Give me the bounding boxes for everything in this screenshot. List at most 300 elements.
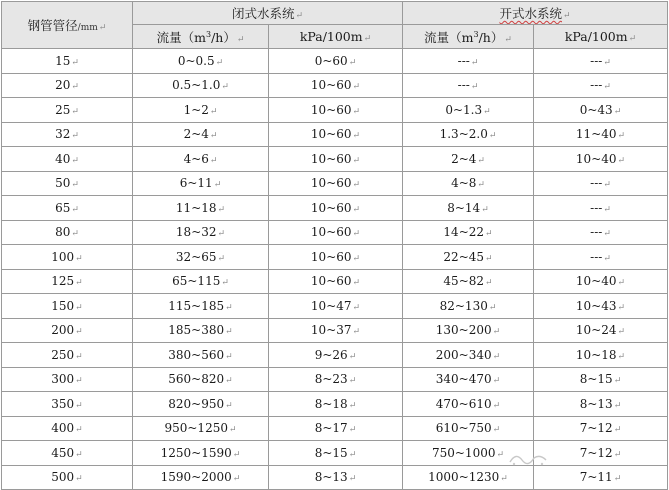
cell-closed-pressure-value: 8~23 <box>314 372 348 387</box>
cell-closed-flow <box>133 465 269 490</box>
cell-closed-pressure <box>269 98 403 123</box>
cell-diameter <box>2 147 133 172</box>
paragraph-mark-icon: ↵ <box>75 449 83 460</box>
cell-diameter <box>2 269 133 294</box>
cell-open-pressure-value: 8~13 <box>579 396 613 411</box>
cell-diameter <box>2 441 133 466</box>
cell-open-flow <box>403 147 534 172</box>
paragraph-mark-icon: ↵ <box>613 400 622 411</box>
cell-closed-pressure-value: 10~60 <box>310 102 352 117</box>
cell-open-pressure <box>534 73 668 98</box>
paragraph-mark-icon: ↵ <box>71 155 79 166</box>
cell-open-pressure <box>534 147 668 172</box>
paragraph-mark-icon: ↵ <box>71 131 79 142</box>
table-row <box>2 73 668 98</box>
cell-closed-pressure <box>269 220 403 245</box>
paragraph-mark-icon: ↵ <box>603 82 611 93</box>
cell-closed-pressure-value: 10~60 <box>310 78 352 93</box>
cell-open-pressure <box>534 171 668 196</box>
cell-diameter <box>2 171 133 196</box>
cell-open-flow <box>403 196 534 221</box>
cell-diameter-value: 350 <box>51 396 75 411</box>
paragraph-mark-icon: ↵ <box>363 34 372 44</box>
cell-open-pressure <box>534 465 668 490</box>
paragraph-mark-icon: ↵ <box>603 253 611 264</box>
paragraph-mark-icon: ↵ <box>232 449 241 460</box>
cell-closed-pressure-value: 9~26 <box>314 347 348 362</box>
header-open-system <box>403 2 668 25</box>
cell-open-pressure <box>534 98 668 123</box>
cell-closed-pressure <box>269 367 403 392</box>
cell-diameter-value: 25 <box>55 102 71 117</box>
cell-closed-flow-value: 950~1250 <box>164 421 228 436</box>
cell-diameter-value: 400 <box>51 421 75 436</box>
cell-open-pressure <box>534 196 668 221</box>
cell-diameter-value: 150 <box>51 298 75 313</box>
header-closed-pressure <box>269 25 403 49</box>
cell-diameter-value: 80 <box>55 225 71 240</box>
paragraph-mark-icon: ↵ <box>352 327 361 338</box>
cell-diameter-value: 32 <box>55 127 71 142</box>
cell-diameter-value: 200 <box>51 323 75 338</box>
cell-open-flow <box>403 367 534 392</box>
paragraph-mark-icon: ↵ <box>75 253 83 264</box>
cell-diameter-value: 450 <box>51 445 75 460</box>
paragraph-mark-icon: ↵ <box>75 425 83 436</box>
paragraph-mark-icon: ↵ <box>603 57 611 68</box>
cell-closed-flow-value: 32~65 <box>175 249 217 264</box>
paragraph-mark-icon: ↵ <box>485 278 493 289</box>
cell-open-flow <box>403 465 534 490</box>
header-open-pressure <box>534 25 668 49</box>
cell-closed-pressure <box>269 465 403 490</box>
cell-open-pressure-value: 8~15 <box>579 372 613 387</box>
cell-closed-pressure <box>269 196 403 221</box>
paragraph-mark-icon: ↵ <box>295 11 304 21</box>
cell-closed-pressure <box>269 171 403 196</box>
header-closed-system <box>133 2 403 25</box>
cell-open-flow <box>403 269 534 294</box>
paragraph-mark-icon: ↵ <box>492 400 501 411</box>
cell-open-pressure <box>534 269 668 294</box>
cell-open-pressure <box>534 122 668 147</box>
header-diameter <box>2 2 133 49</box>
cell-closed-pressure-value: 10~60 <box>310 225 352 240</box>
paragraph-mark-icon: ↵ <box>613 449 622 460</box>
cell-open-pressure-value: 10~40 <box>575 151 617 166</box>
table-row <box>2 98 668 123</box>
paragraph-mark-icon: ↵ <box>488 302 497 313</box>
cell-open-flow <box>403 318 534 343</box>
cell-diameter <box>2 294 133 319</box>
paragraph-mark-icon: ↵ <box>209 131 218 142</box>
cell-closed-flow <box>133 122 269 147</box>
paragraph-mark-icon: ↵ <box>617 302 626 313</box>
cell-closed-flow-value: 18~32 <box>175 225 217 240</box>
cell-diameter <box>2 220 133 245</box>
pipe-flow-table <box>1 1 668 490</box>
paragraph-mark-icon: ↵ <box>348 57 357 68</box>
cell-open-pressure <box>534 318 668 343</box>
cell-open-pressure-value: --- <box>590 53 603 68</box>
cell-diameter <box>2 196 133 221</box>
cell-diameter <box>2 318 133 343</box>
cell-closed-flow <box>133 416 269 441</box>
cell-closed-pressure <box>269 49 403 74</box>
cell-open-flow-value: 1000~1230 <box>428 470 500 485</box>
paragraph-mark-icon: ↵ <box>348 351 357 362</box>
paragraph-mark-icon: ↵ <box>500 474 508 485</box>
header-closed-flow <box>133 25 269 49</box>
cell-closed-flow <box>133 49 269 74</box>
paragraph-mark-icon: ↵ <box>485 253 493 264</box>
paragraph-mark-icon: ↵ <box>215 57 224 68</box>
cell-open-pressure-value: 11~40 <box>575 127 617 142</box>
paragraph-mark-icon: ↵ <box>71 82 79 93</box>
cell-closed-pressure-value: 8~13 <box>314 470 348 485</box>
pressure-label: kPa/100m <box>564 29 628 44</box>
pressure-label: kPa/100m <box>299 29 363 44</box>
table-row <box>2 416 668 441</box>
cell-open-pressure-value: 7~11 <box>579 470 613 485</box>
cell-closed-flow <box>133 73 269 98</box>
cell-closed-pressure <box>269 294 403 319</box>
cell-diameter-value: 50 <box>55 176 71 191</box>
cell-closed-flow-value: 560~820 <box>168 372 225 387</box>
cell-diameter <box>2 122 133 147</box>
table-row <box>2 367 668 392</box>
paragraph-mark-icon: ↵ <box>209 106 218 117</box>
cell-closed-pressure <box>269 416 403 441</box>
cell-closed-flow <box>133 98 269 123</box>
header-row-1 <box>2 2 668 25</box>
paragraph-mark-icon: ↵ <box>232 474 241 485</box>
cell-open-flow-value: 200~340 <box>435 347 492 362</box>
paragraph-mark-icon: ↵ <box>492 376 501 387</box>
cell-closed-flow-value: 2~4 <box>183 127 209 142</box>
cell-closed-pressure-value: 10~47 <box>310 298 352 313</box>
cell-open-flow-value: 45~82 <box>443 274 485 289</box>
cell-open-pressure-value: --- <box>590 176 603 191</box>
table-body <box>2 49 668 490</box>
cell-closed-flow-value: 4~6 <box>183 151 209 166</box>
paragraph-mark-icon: ↵ <box>352 204 361 215</box>
paragraph-mark-icon: ↵ <box>221 278 229 289</box>
cell-closed-flow <box>133 220 269 245</box>
paragraph-mark-icon: ↵ <box>352 82 361 93</box>
paragraph-mark-icon: ↵ <box>352 253 361 264</box>
cell-open-flow <box>403 416 534 441</box>
cell-closed-flow <box>133 441 269 466</box>
table-row <box>2 269 668 294</box>
cell-diameter <box>2 245 133 270</box>
cell-closed-pressure-value: 8~17 <box>314 421 348 436</box>
cell-diameter <box>2 98 133 123</box>
cell-closed-flow-value: 820~950 <box>168 396 225 411</box>
cell-open-pressure-value: 0~43 <box>579 102 613 117</box>
cell-diameter-value: 20 <box>55 78 71 93</box>
paragraph-mark-icon: ↵ <box>348 449 357 460</box>
paragraph-mark-icon: ↵ <box>71 204 79 215</box>
cell-diameter <box>2 367 133 392</box>
cell-open-pressure <box>534 245 668 270</box>
cell-closed-pressure <box>269 269 403 294</box>
cell-closed-flow <box>133 171 269 196</box>
cell-open-flow <box>403 73 534 98</box>
paragraph-mark-icon: ↵ <box>225 327 233 338</box>
cell-diameter-value: 65 <box>55 200 71 215</box>
flow-sup: 3 <box>205 29 212 39</box>
cell-closed-pressure-value: 10~60 <box>310 274 352 289</box>
table-row <box>2 49 668 74</box>
paragraph-mark-icon: ↵ <box>98 23 107 33</box>
cell-open-pressure <box>534 294 668 319</box>
cell-open-flow-value: --- <box>457 78 470 93</box>
cell-open-flow <box>403 98 534 123</box>
cell-open-pressure <box>534 220 668 245</box>
cell-diameter <box>2 343 133 368</box>
cell-open-flow <box>403 392 534 417</box>
paragraph-mark-icon: ↵ <box>477 180 485 191</box>
table-row <box>2 441 668 466</box>
cell-diameter-value: 250 <box>51 347 75 362</box>
cell-closed-pressure <box>269 73 403 98</box>
paragraph-mark-icon: ↵ <box>352 155 361 166</box>
flow-prefix: 流量（m <box>424 29 474 45</box>
paragraph-mark-icon: ↵ <box>613 376 622 387</box>
header-open-system-label: 开式水系统 <box>499 6 562 21</box>
table-row <box>2 171 668 196</box>
paragraph-mark-icon: ↵ <box>348 376 357 387</box>
cell-open-flow <box>403 122 534 147</box>
cell-closed-flow <box>133 147 269 172</box>
cell-diameter-value: 125 <box>51 274 75 289</box>
table-row <box>2 343 668 368</box>
cell-open-pressure-value: --- <box>590 200 603 215</box>
paragraph-mark-icon: ↵ <box>613 425 622 436</box>
paragraph-mark-icon: ↵ <box>217 253 226 264</box>
paragraph-mark-icon: ↵ <box>562 11 571 21</box>
paragraph-mark-icon: ↵ <box>348 474 357 485</box>
paragraph-mark-icon: ↵ <box>603 180 611 191</box>
cell-closed-pressure-value: 0~60 <box>314 53 348 68</box>
cell-open-flow-value: 1.3~2.0 <box>439 127 488 142</box>
table-row <box>2 147 668 172</box>
cell-closed-flow-value: 6~11 <box>179 176 213 191</box>
paragraph-mark-icon: ↵ <box>603 229 611 240</box>
cell-open-pressure-value: 10~40 <box>575 274 617 289</box>
paragraph-mark-icon: ↵ <box>225 376 233 387</box>
paragraph-mark-icon: ↵ <box>75 327 83 338</box>
cell-diameter <box>2 465 133 490</box>
cell-open-pressure-value: 10~18 <box>575 347 617 362</box>
cell-closed-flow-value: 1590~2000 <box>160 470 232 485</box>
paragraph-mark-icon: ↵ <box>492 351 501 362</box>
cell-open-flow-value: 130~200 <box>435 323 492 338</box>
cell-closed-pressure-value: 10~60 <box>310 249 352 264</box>
paragraph-mark-icon: ↵ <box>617 131 626 142</box>
cell-closed-flow <box>133 343 269 368</box>
paragraph-mark-icon: ↵ <box>75 474 83 485</box>
cell-closed-flow <box>133 318 269 343</box>
cell-open-flow <box>403 49 534 74</box>
cell-closed-pressure-value: 10~60 <box>310 176 352 191</box>
cell-closed-pressure <box>269 343 403 368</box>
paragraph-mark-icon: ↵ <box>75 376 83 387</box>
cell-open-pressure <box>534 392 668 417</box>
paragraph-mark-icon: ↵ <box>477 155 485 166</box>
cell-diameter-value: 15 <box>55 53 71 68</box>
cell-open-pressure <box>534 441 668 466</box>
cell-closed-flow-value: 185~380 <box>168 323 225 338</box>
paragraph-mark-icon: ↵ <box>209 155 218 166</box>
flow-sup: 3 <box>473 29 479 39</box>
cell-diameter-value: 300 <box>51 372 75 387</box>
paragraph-mark-icon: ↵ <box>75 302 83 313</box>
cell-closed-flow <box>133 196 269 221</box>
cell-diameter-value: 100 <box>51 249 75 264</box>
cell-closed-pressure-value: 10~60 <box>310 200 352 215</box>
cell-closed-pressure <box>269 245 403 270</box>
cell-closed-flow-value: 0~0.5 <box>177 53 215 68</box>
paragraph-mark-icon: ↵ <box>617 155 626 166</box>
cell-open-flow-value: 610~750 <box>435 421 492 436</box>
cell-closed-flow-value: 0.5~1.0 <box>172 78 221 93</box>
cell-open-flow-value: 470~610 <box>435 396 492 411</box>
paragraph-mark-icon: ↵ <box>71 229 79 240</box>
table-row <box>2 318 668 343</box>
paragraph-mark-icon: ↵ <box>71 57 79 68</box>
cell-diameter <box>2 49 133 74</box>
flow-suffix: /h） <box>211 29 236 45</box>
cell-closed-pressure-value: 10~60 <box>310 151 352 166</box>
paragraph-mark-icon: ↵ <box>492 425 501 436</box>
cell-closed-pressure <box>269 147 403 172</box>
paragraph-mark-icon: ↵ <box>603 204 611 215</box>
cell-diameter <box>2 392 133 417</box>
paragraph-mark-icon: ↵ <box>225 351 233 362</box>
cell-open-pressure <box>534 416 668 441</box>
paragraph-mark-icon: ↵ <box>75 278 83 289</box>
cell-diameter <box>2 416 133 441</box>
cell-closed-flow-value: 1~2 <box>183 102 209 117</box>
paragraph-mark-icon: ↵ <box>352 302 361 313</box>
cell-closed-flow-value: 115~185 <box>168 298 225 313</box>
cell-open-pressure-value: --- <box>590 249 603 264</box>
paragraph-mark-icon: ↵ <box>496 449 505 460</box>
paragraph-mark-icon: ↵ <box>352 180 361 191</box>
table-row <box>2 196 668 221</box>
header-diameter-unit: /mm <box>77 23 98 33</box>
cell-open-pressure <box>534 49 668 74</box>
paragraph-mark-icon: ↵ <box>492 327 501 338</box>
table-row <box>2 392 668 417</box>
cell-open-flow-value: 750~1000 <box>431 445 496 460</box>
cell-open-pressure-value: 7~12 <box>579 421 613 436</box>
cell-closed-flow-value: 380~560 <box>168 347 225 362</box>
cell-open-flow <box>403 245 534 270</box>
cell-open-flow <box>403 343 534 368</box>
paragraph-mark-icon: ↵ <box>485 229 493 240</box>
cell-closed-flow <box>133 269 269 294</box>
paragraph-mark-icon: ↵ <box>75 400 83 411</box>
header-diameter-label: 钢管管径 <box>27 18 78 33</box>
table-row <box>2 465 668 490</box>
paragraph-mark-icon: ↵ <box>481 204 489 215</box>
paragraph-mark-icon: ↵ <box>71 180 79 191</box>
cell-open-flow-value: 0~1.3 <box>445 102 483 117</box>
paragraph-mark-icon: ↵ <box>470 82 479 93</box>
cell-open-pressure <box>534 343 668 368</box>
cell-open-flow-value: 8~14 <box>447 200 481 215</box>
cell-closed-pressure <box>269 392 403 417</box>
cell-open-flow-value: 2~4 <box>451 151 477 166</box>
cell-open-flow-value: --- <box>457 53 470 68</box>
cell-diameter-value: 40 <box>55 151 71 166</box>
cell-closed-pressure-value: 8~15 <box>314 445 348 460</box>
flow-suffix: /h） <box>478 29 504 45</box>
paragraph-mark-icon: ↵ <box>352 131 361 142</box>
paragraph-mark-icon: ↵ <box>217 229 226 240</box>
paragraph-mark-icon: ↵ <box>613 474 622 485</box>
paragraph-mark-icon: ↵ <box>483 106 491 117</box>
paragraph-mark-icon: ↵ <box>71 106 79 117</box>
cell-closed-pressure <box>269 441 403 466</box>
paragraph-mark-icon: ↵ <box>617 327 626 338</box>
cell-open-flow-value: 22~45 <box>443 249 485 264</box>
paragraph-mark-icon: ↵ <box>617 278 626 289</box>
paragraph-mark-icon: ↵ <box>217 204 226 215</box>
cell-open-pressure-value: 10~43 <box>575 298 617 313</box>
table-row <box>2 245 668 270</box>
paragraph-mark-icon: ↵ <box>470 57 479 68</box>
header-open-flow <box>403 25 534 49</box>
paragraph-mark-icon: ↵ <box>221 82 229 93</box>
paragraph-mark-icon: ↵ <box>236 34 245 45</box>
flow-prefix: 流量（m <box>156 29 206 45</box>
cell-closed-pressure <box>269 122 403 147</box>
cell-open-pressure-value: --- <box>590 225 603 240</box>
paragraph-mark-icon: ↵ <box>348 400 357 411</box>
paragraph-mark-icon: ↵ <box>213 180 222 191</box>
table-row <box>2 220 668 245</box>
table-row <box>2 294 668 319</box>
cell-closed-flow-value: 65~115 <box>172 274 221 289</box>
cell-open-flow-value: 4~8 <box>451 176 477 191</box>
cell-closed-flow <box>133 294 269 319</box>
cell-open-pressure-value: 10~24 <box>575 323 617 338</box>
paragraph-mark-icon: ↵ <box>225 302 233 313</box>
header-closed-system-label: 闭式水系统 <box>231 6 295 21</box>
paragraph-mark-icon: ↵ <box>628 34 637 44</box>
paragraph-mark-icon: ↵ <box>228 425 237 436</box>
cell-open-flow <box>403 171 534 196</box>
paragraph-mark-icon: ↵ <box>352 106 361 117</box>
cell-closed-flow <box>133 392 269 417</box>
cell-closed-pressure-value: 10~60 <box>310 127 352 142</box>
cell-closed-pressure-value: 8~18 <box>314 396 348 411</box>
cell-open-flow-value: 14~22 <box>443 225 485 240</box>
cell-closed-pressure-value: 10~37 <box>310 323 352 338</box>
cell-open-flow <box>403 220 534 245</box>
cell-closed-flow <box>133 367 269 392</box>
table-header <box>2 2 668 49</box>
cell-diameter-value: 500 <box>51 470 75 485</box>
cell-open-pressure-value: 7~12 <box>579 445 613 460</box>
cell-open-flow-value: 82~130 <box>439 298 488 313</box>
cell-diameter <box>2 73 133 98</box>
paragraph-mark-icon: ↵ <box>348 425 357 436</box>
